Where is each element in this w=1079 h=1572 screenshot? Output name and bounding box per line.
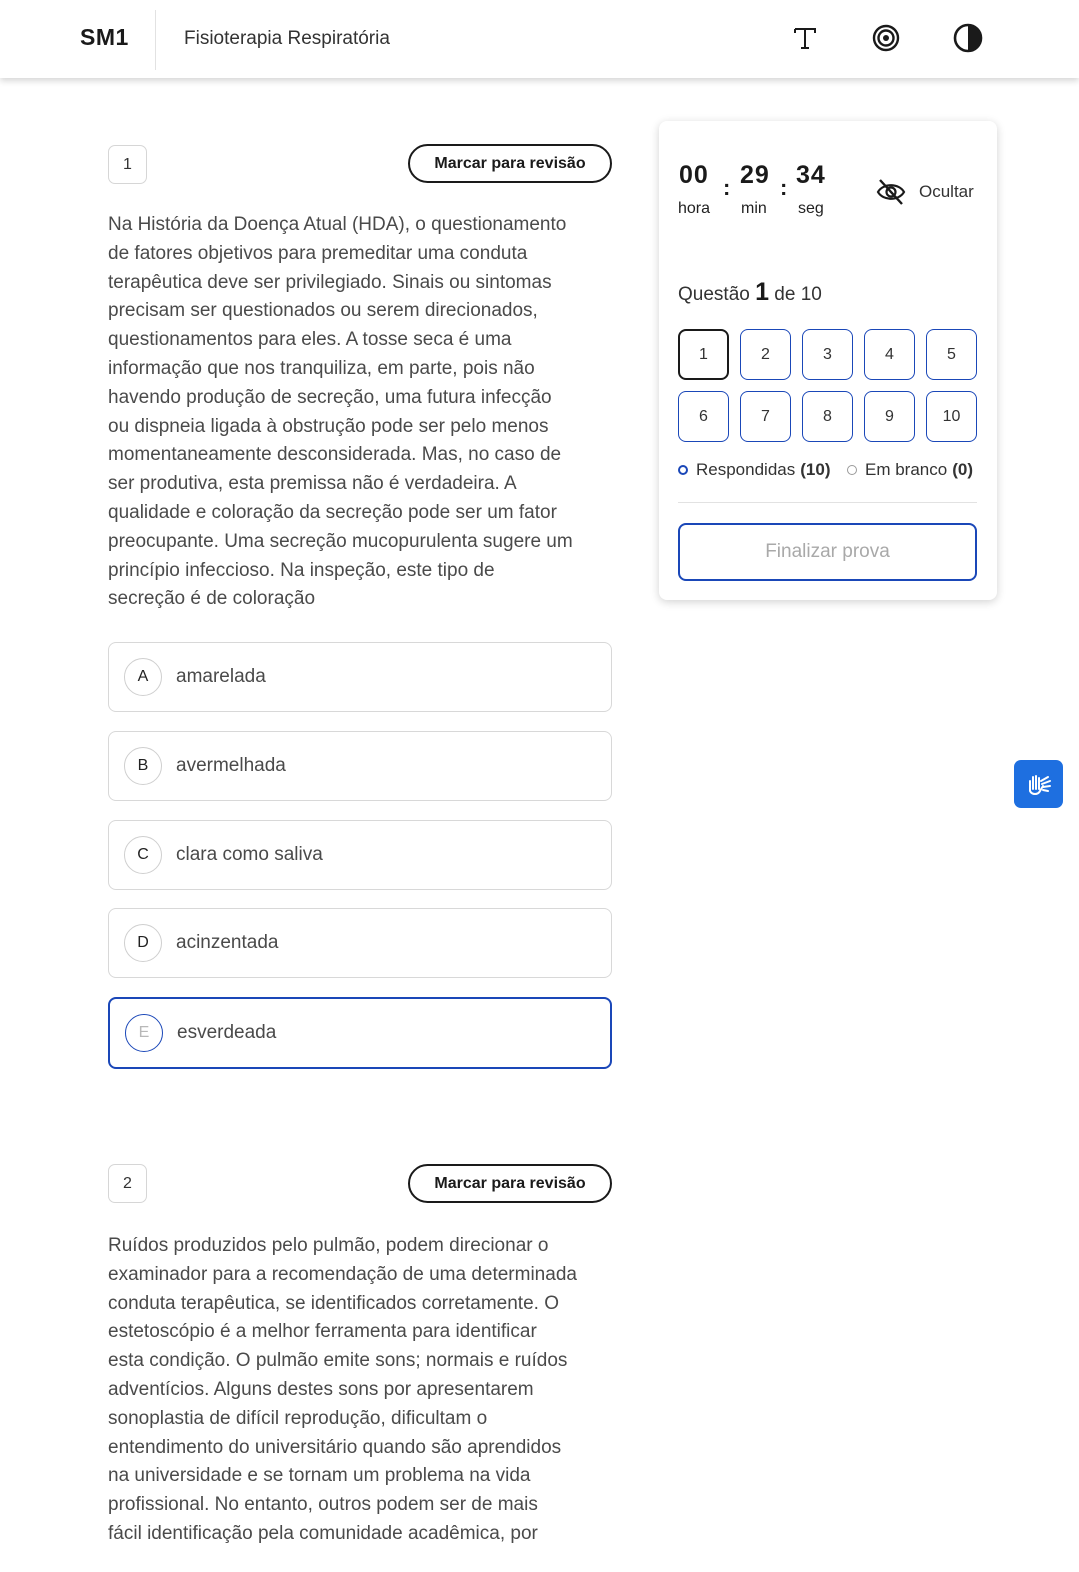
blank-count: (0) (952, 460, 973, 479)
question-statement (108, 1232, 613, 1549)
question-counter (678, 278, 822, 307)
legend-answered (678, 460, 830, 480)
option-letter: D (124, 924, 162, 962)
app-logo[interactable]: SM1 (80, 24, 129, 50)
question-nav-9[interactable]: 9 (864, 391, 915, 442)
hide-timer-label: Ocultar (919, 182, 974, 201)
option-d[interactable] (108, 908, 612, 978)
option-text: esverdeada (177, 1022, 277, 1043)
statement-line: adventícios. Alguns destes sons por apresentarem (108, 1378, 534, 1400)
timer-separator: : (723, 175, 731, 200)
timer-seconds: 34 (796, 161, 826, 189)
libras-accessibility-button[interactable] (1014, 760, 1063, 808)
blank-dot-icon (847, 465, 857, 475)
answered-count: (10) (800, 460, 831, 479)
statement-line: ser produtiva, esta premissa não é verdadeira. A (108, 473, 517, 495)
question-nav-5[interactable]: 5 (926, 329, 977, 380)
timer-seconds-label: seg (798, 200, 824, 217)
timer-separator: : (780, 175, 788, 200)
statement-line: questionamentos para eles. A tosse seca é uma (108, 329, 512, 351)
question-nav-6[interactable]: 6 (678, 391, 729, 442)
answered-dot-icon (678, 465, 688, 475)
question-number: 2 (108, 1164, 147, 1203)
mark-for-review-button[interactable]: Marcar para revisão (408, 144, 612, 183)
counter-suffix: de 10 (774, 284, 822, 305)
option-text: acinzentada (176, 932, 279, 953)
counter-current: 1 (755, 278, 770, 306)
option-text: amarelada (176, 666, 266, 687)
question-nav-4[interactable]: 4 (864, 329, 915, 380)
option-letter: B (124, 747, 162, 785)
statement-line: conduta terapêutica, se identificados corretamente. O (108, 1292, 559, 1314)
panel-divider (678, 502, 977, 503)
statement-line: ou dispneia ligada à obstrução pode ser pelo menos (108, 415, 549, 437)
statement-line: terapêutica deve ser privilegiado. Sinais ou sintomas (108, 271, 552, 293)
question-nav-8[interactable]: 8 (802, 391, 853, 442)
statement-line: havendo produção de secreção, uma futura infecção (108, 386, 552, 408)
option-letter: C (124, 836, 162, 874)
hide-timer-button[interactable] (875, 175, 974, 209)
top-header (0, 0, 1079, 78)
sign-language-hands-icon (1024, 769, 1054, 799)
statement-line: Ruídos produzidos pelo pulmão, podem direcionar o (108, 1235, 549, 1256)
exam-panel (659, 121, 997, 600)
legend-blank (847, 460, 973, 480)
course-title: Fisioterapia Respiratória (184, 28, 390, 49)
statement-line: preocupante. Uma secreção mucopurulenta sugere um (108, 530, 573, 552)
timer-hours: 00 (679, 161, 709, 189)
statement-line: precisam ser questionados ou serem direcionados, (108, 300, 538, 322)
statement-line: Na História da Doença Atual (HDA), o questionamento (108, 214, 567, 235)
option-c[interactable] (108, 820, 612, 890)
question-statement (108, 211, 613, 614)
statement-line: na universidade e se tornam um problema na vida (108, 1465, 531, 1487)
answered-label: Respondidas (696, 460, 796, 479)
question-nav-2[interactable]: 2 (740, 329, 791, 380)
statement-line: princípio infeccioso. Na inspeção, este tipo de (108, 559, 495, 581)
option-letter: E (125, 1014, 163, 1052)
question-number: 1 (108, 145, 147, 184)
statement-line: sonoplastia de difícil reprodução, dificultam o (108, 1407, 488, 1429)
option-letter: A (124, 658, 162, 696)
statement-line: esta condição. O pulmão emite sons; normais e ruídos (108, 1350, 568, 1372)
statement-line: informação que nos tranquiliza, em parte, pois não (108, 357, 535, 379)
option-e-selected[interactable] (108, 997, 612, 1069)
question-nav-7[interactable]: 7 (740, 391, 791, 442)
blank-label: Em branco (865, 460, 948, 479)
timer-hours-label: hora (678, 200, 711, 217)
timer-minutes: 29 (740, 161, 770, 189)
timer-minutes-label: min (741, 200, 767, 217)
header-divider (155, 10, 156, 70)
counter-prefix: Questão (678, 284, 750, 305)
statement-line: examinador para a recomendação de uma determinada (108, 1263, 577, 1285)
option-text: clara como saliva (176, 844, 323, 865)
focus-target-icon[interactable] (868, 20, 904, 56)
option-a[interactable] (108, 642, 612, 712)
option-text: avermelhada (176, 755, 286, 776)
question-nav-3[interactable]: 3 (802, 329, 853, 380)
statement-line: secreção é de coloração (108, 588, 316, 610)
question-nav-1[interactable]: 1 (678, 329, 729, 380)
statement-line: momentaneamente desconsiderada. Mas, no caso de (108, 444, 562, 466)
eye-off-icon (875, 177, 907, 207)
statement-line: entendimento do universitário quando são aprendidos (108, 1436, 562, 1458)
font-size-icon[interactable] (787, 20, 823, 56)
contrast-icon[interactable] (950, 20, 986, 56)
statement-line: qualidade e coloração da secreção pode ser um fator (108, 501, 557, 523)
question-nav-10[interactable]: 10 (926, 391, 977, 442)
option-b[interactable] (108, 731, 612, 801)
statement-line: estetoscópio é a melhor ferramenta para identificar (108, 1321, 537, 1343)
mark-for-review-button[interactable]: Marcar para revisão (408, 1164, 612, 1203)
finish-exam-button[interactable]: Finalizar prova (678, 523, 977, 581)
statement-line: profissional. No entanto, outros podem ser de mais (108, 1494, 538, 1516)
statement-line: fácil identificação pela comunidade acadêmica, por (108, 1522, 538, 1544)
statement-line: de fatores objetivos para premeditar uma conduta (108, 242, 528, 264)
